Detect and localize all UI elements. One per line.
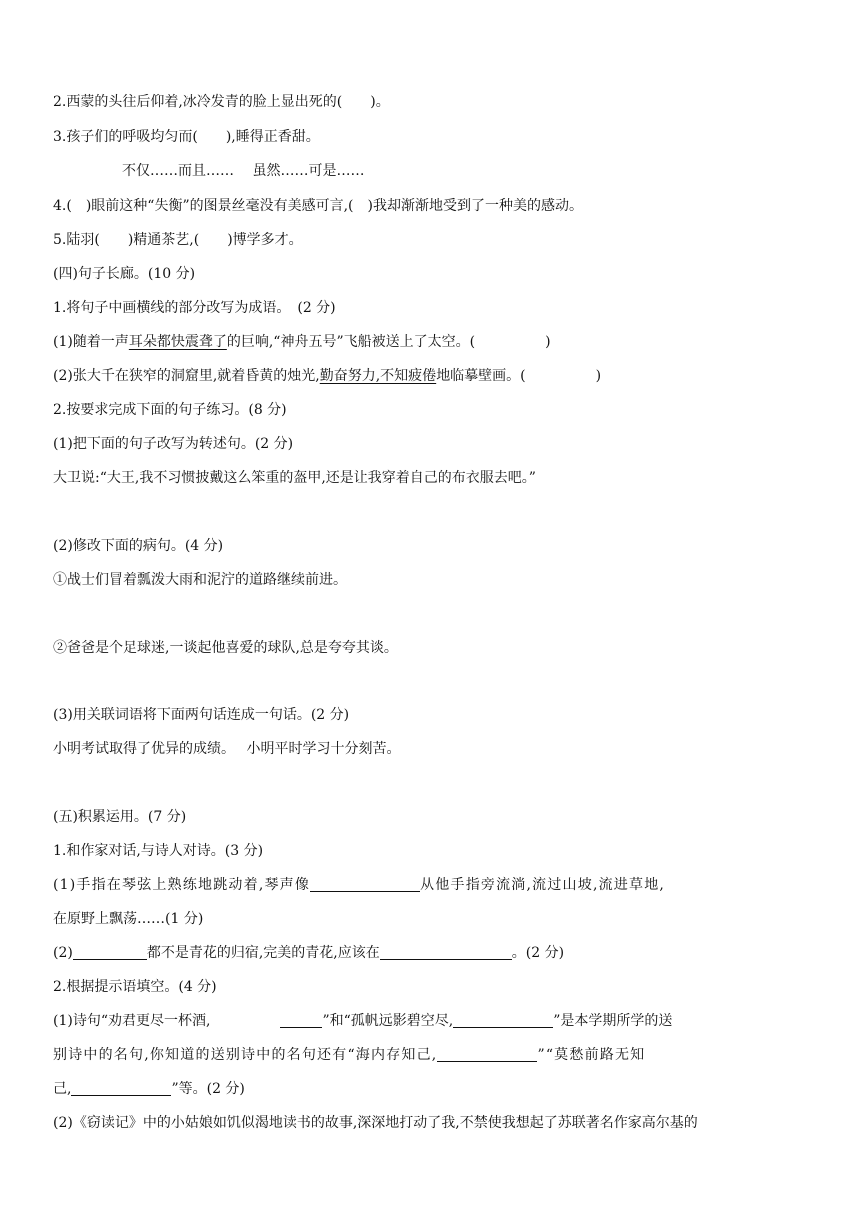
question-4: 4.( )眼前这种“失衡”的图景丝毫没有美感可言,( )我却渐渐地受到了一种美的感动。 bbox=[53, 198, 583, 214]
poem-item-1-b: ”和“孤帆远影碧空尽, bbox=[322, 1013, 454, 1029]
answer-blank[interactable] bbox=[280, 1013, 322, 1028]
idiom-item-2-pre: (2)张大千在狭窄的洞窟里,就着昏黄的烛光, bbox=[53, 368, 320, 384]
answer-blank[interactable] bbox=[71, 1081, 171, 1096]
dialogue-item-1 bbox=[53, 875, 665, 895]
dialogue-item-2-b: 都不是青花的归宿,完美的青花,应该在 bbox=[146, 945, 380, 961]
conjunction-prompt: (3)用关联词语将下面两句话连成一句话。(2 分) bbox=[53, 707, 350, 723]
poem-item-1-d: 别诗中的名句,你知道的送别诗中的名句还有“海内存知己, bbox=[53, 1047, 438, 1063]
idiom-item-1-post: 的巨响,“神舟五号”飞船被送上了太空。( ) bbox=[226, 334, 551, 350]
idiom-item-1-pre: (1)随着一声 bbox=[53, 334, 129, 350]
dialogue-item-1-a: (1)手指在琴弦上熟练地跳动着,琴声像 bbox=[53, 877, 311, 893]
poem-item-1-f: 己, bbox=[53, 1081, 72, 1097]
poem-item-2: (2)《窃读记》中的小姑娘如饥似渴地读书的故事,深深地打动了我,不禁使我想起了苏联著名作家高尔基的 bbox=[53, 1115, 698, 1131]
dialogue-item-1-b: 从他手指旁流淌,流过山坡,流进草地, bbox=[420, 877, 666, 893]
conjunction-text: 小明考试取得了优异的成绩。 小明平时学习十分刻苦。 bbox=[53, 741, 401, 757]
idiom-item-2-post: 地临摹壁画。( ) bbox=[436, 368, 602, 384]
question-5: 5.陆羽( )精通茶艺,( )博学多才。 bbox=[53, 232, 303, 248]
question-3: 3.孩子们的呼吸均匀而( ),睡得正香甜。 bbox=[53, 129, 320, 145]
sick-sentence-a: ①战士们冒着瓢泼大雨和泥泞的道路继续前进。 bbox=[53, 572, 347, 588]
poem-item-1-c: ”是本学期所学的送 bbox=[553, 1013, 673, 1029]
section-5-sub-2: 2.根据提示语填空。(4 分) bbox=[53, 979, 217, 995]
idiom-item-1-underlined: 耳朵都快震聋了 bbox=[128, 334, 227, 350]
answer-blank[interactable] bbox=[73, 945, 147, 960]
answer-blank[interactable] bbox=[380, 945, 512, 960]
question-2: 2.西蒙的头往后仰着,冰冷发青的脸上显出死的( )。 bbox=[53, 94, 390, 110]
sick-sentence-b: ②爸爸是个足球迷,一谈起他喜爱的球队,总是夸夸其谈。 bbox=[53, 640, 398, 656]
dialogue-item-1-cont: 在原野上飘荡……(1 分) bbox=[53, 911, 204, 927]
idiom-item-1 bbox=[53, 332, 551, 352]
section-5-title: (五)积累运用。(7 分) bbox=[53, 809, 187, 825]
section-4-sub-2: 2.按要求完成下面的句子练习。(8 分) bbox=[53, 402, 287, 418]
idiom-item-2-underlined: 勤奋努力,不知疲倦 bbox=[319, 368, 437, 384]
section-4-sub-1: 1.将句子中画横线的部分改写为成语。 (2 分) bbox=[53, 300, 336, 316]
reported-speech-prompt: (1)把下面的句子改写为转述句。(2 分) bbox=[53, 436, 294, 452]
word-options: 不仅……而且…… 虽然……可是…… bbox=[122, 163, 365, 179]
section-4-title: (四)句子长廊。(10 分) bbox=[53, 266, 196, 282]
poem-item-1-g: ”等。(2 分) bbox=[171, 1081, 245, 1097]
poem-item-1-line-2 bbox=[53, 1045, 645, 1065]
poem-item-1-a: (1)诗句“劝君更尽一杯酒, bbox=[53, 1013, 211, 1029]
dialogue-item-2-a: (2) bbox=[53, 945, 73, 961]
answer-blank[interactable] bbox=[437, 1047, 537, 1062]
idiom-item-2 bbox=[53, 366, 601, 386]
poem-item-1-line-1 bbox=[53, 1011, 672, 1031]
poem-item-1-e: ”“莫愁前路无知 bbox=[537, 1047, 646, 1063]
answer-blank[interactable] bbox=[310, 877, 420, 892]
answer-blank[interactable] bbox=[453, 1013, 553, 1028]
poem-item-1-line-3 bbox=[53, 1079, 245, 1099]
sick-sentence-prompt: (2)修改下面的病句。(4 分) bbox=[53, 538, 224, 554]
section-5-sub-1: 1.和作家对话,与诗人对诗。(3 分) bbox=[53, 843, 264, 859]
dialogue-item-2-c: 。(2 分) bbox=[511, 945, 565, 961]
dialogue-item-2 bbox=[53, 943, 564, 963]
reported-speech-text: 大卫说:“大王,我不习惯披戴这么笨重的盔甲,还是让我穿着自己的布衣服去吧。” bbox=[53, 470, 536, 486]
